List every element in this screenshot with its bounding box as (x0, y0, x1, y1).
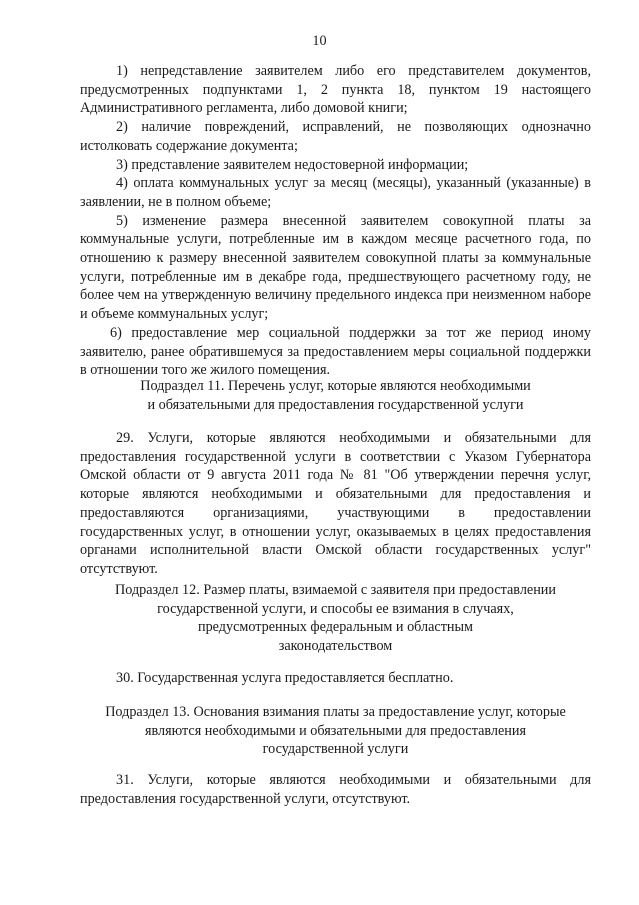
paragraph-29-text: 29. Услуги, которые являются необходимыми и обязательными для предоставления государственной услуги в соответствии с Указом Губернатора Омской области от 9 августа 2011 года № 81 "Об утверждении перечня услуг, которые являются необходимыми и обязательными для предоставления и предоставляются организациями, участвующими в предоставлении государственных услуг, в отношении услуг, оказываемых в целях предоставления органами исполнительной власти Омской области государственных услуг" отсутствуют. (80, 430, 591, 577)
list-item-1: 1) непредставление заявителем либо его представителем документов, предусмотренных подпунктами 1, 2 пункта 18, пунктом 19 настоящего Административного регламента, либо домовой книги; (80, 63, 591, 117)
paragraph-31 (80, 771, 591, 808)
subsection-13-line-3: государственной услуги (262, 741, 409, 758)
list-item-6: 6) предоставление мер социальной поддержки за тот же период иному заявителю, ранее обратившемуся за предоставлением меры социальной поддержки в отношении того же жилого помещения. (80, 324, 591, 379)
page-number: 10 (312, 33, 327, 49)
paragraph-30 (80, 669, 591, 688)
subsection-13-line-2: являются необходимыми и обязательными для предоставления (145, 722, 526, 739)
subsection-12-heading (80, 581, 591, 656)
list-item-4: 4) оплата коммунальных услуг за месяц (месяцы), указанный (указанные) в заявлении, не в полном объеме; (80, 175, 591, 210)
subsection-11-heading (80, 377, 591, 414)
subsection-12-line-2: государственной услуги, и способы ее взимания в случаях, (157, 600, 514, 617)
subsection-13-line-1: Подраздел 13. Основания взимания платы за предоставление услуг, которые (105, 704, 566, 720)
list-item-3: 3) представление заявителем недостоверной информации; (116, 156, 469, 173)
subsection-13-heading (80, 703, 591, 759)
list-item-5: 5) изменение размера внесенной заявителем совокупной платы за коммунальные услуги, потребленные им в каждом месяце расчетного года, по отношению к размеру внесенной заявителем совокупной платы за коммунальные услуги, потребленные им в декабре года, предшествующего расчетному году, не более чем на утвержденную величину предельного индекса при неизменном наборе и объеме коммунальных услуг; (80, 212, 591, 323)
list-items-block (80, 62, 591, 380)
subsection-12-line-4: законодательством (278, 638, 393, 655)
subsection-12-line-1: Подраздел 12. Размер платы, взимаемой с заявителя при предоставлении (115, 582, 556, 598)
list-item-2: 2) наличие повреждений, исправлений, не позволяющих однозначно истолковать содержание документа; (80, 119, 591, 154)
subsection-11-line-1: Подраздел 11. Перечень услуг, которые являются необходимыми (140, 378, 531, 394)
paragraph-29 (80, 429, 591, 579)
paragraph-31-text: 31. Услуги, которые являются необходимыми и обязательными для предоставления государственной услуги, отсутствуют. (80, 772, 591, 807)
subsection-11-line-2: и обязательными для предоставления государственной услуги (147, 396, 524, 413)
paragraph-30-text: 30. Государственная услуга предоставляется бесплатно. (116, 670, 454, 686)
subsection-12-line-3: предусмотренных федеральным и областным (197, 619, 474, 636)
